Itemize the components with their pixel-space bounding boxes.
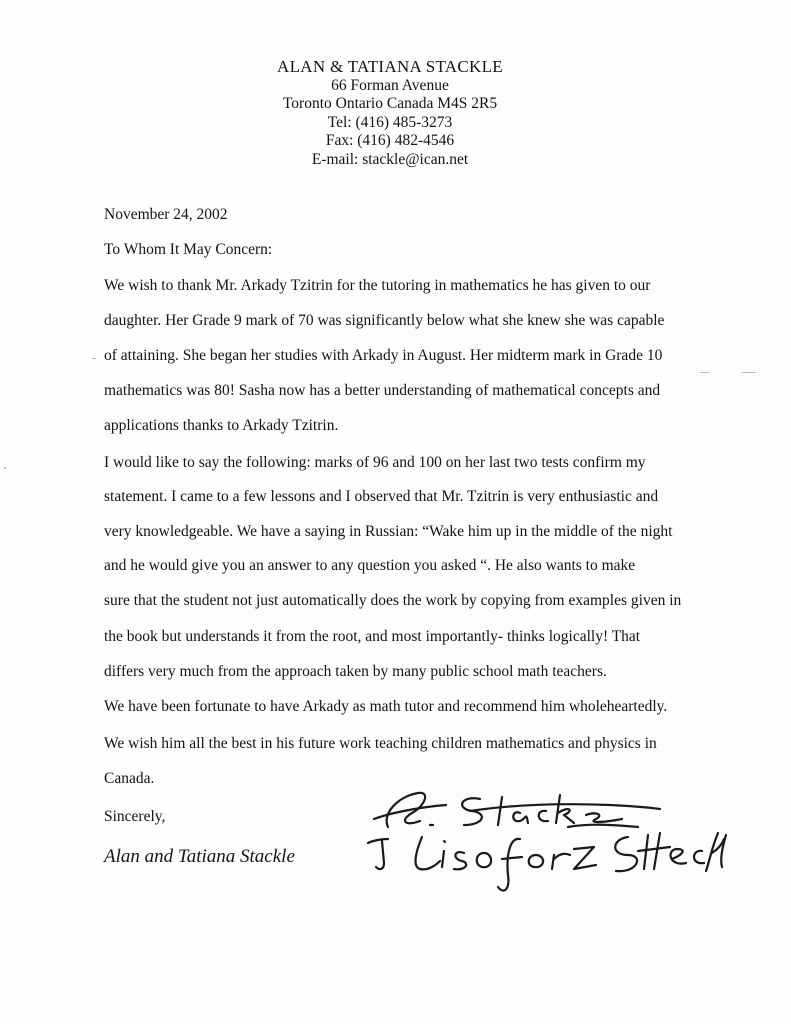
signature-stroke — [442, 841, 445, 867]
body-line: the book but understands it from the root, and most importantly- thinks logically! That — [104, 628, 641, 645]
signature-stroke — [498, 839, 522, 891]
signature-stroke — [721, 835, 726, 867]
body-line: statement. I came to a few lessons and I observed that Mr. Tzitrin is very enthusiastic and — [104, 488, 659, 505]
scan-speck — [4, 467, 6, 469]
body-line: sure that the student not just automatically does the work by copying from examples given in — [104, 592, 682, 609]
letter-date: November 24, 2002 — [104, 206, 228, 223]
signature-stroke — [368, 839, 388, 869]
scan-speck — [700, 372, 710, 373]
signature-stroke — [671, 849, 686, 864]
body-line: We wish him all the best in his future work teaching children mathematics and physics in — [104, 735, 657, 752]
signature-stroke — [477, 853, 491, 867]
signatory-name: Alan and Tatiana Stackle — [104, 846, 295, 867]
signature-stroke — [568, 825, 638, 827]
signature-stroke — [552, 854, 570, 869]
body-line: and he would give you an answer to any question you asked “. He also wants to make — [104, 557, 636, 574]
signature-stroke — [374, 805, 446, 819]
signature-stroke — [416, 837, 440, 869]
signature-stroke — [615, 837, 637, 871]
body-line: Canada. — [104, 770, 155, 787]
body-line: We have been fortunate to have Arkady as math tutor and recommend him wholeheartedly. — [104, 698, 668, 715]
scan-speck — [92, 358, 96, 359]
scan-speck — [742, 372, 756, 373]
signature-stroke — [574, 847, 596, 869]
letterhead — [190, 58, 590, 169]
body-line: mathematics was 80! Sasha now has a better understanding of mathematical concepts and — [104, 382, 661, 399]
salutation: To Whom It May Concern: — [104, 241, 273, 258]
body-line: of attaining. She began her studies with Arkady in August. Her midterm mark in Grade 10 — [104, 347, 663, 364]
letterhead-tel: Tel: (416) 485-3273 — [327, 113, 453, 131]
letterhead-fax: Fax: (416) 482-4546 — [325, 132, 455, 149]
handwritten-signature — [360, 775, 740, 900]
body-line: daughter. Her Grade 9 mark of 70 was significantly below what she knew she was capable — [104, 312, 665, 329]
letterhead-city: Toronto Ontario Canada M4S 2R5 — [282, 95, 498, 112]
signature-stroke — [454, 852, 466, 869]
body-line: I would like to say the following: marks of 96 and 100 on her last two tests confirm my — [104, 454, 646, 471]
body-line: applications thanks to Arkady Tzitrin. — [104, 417, 339, 434]
letterhead-street: 66 Forman Avenue — [331, 76, 449, 94]
body-line: We wish to thank Mr. Arkady Tzitrin for the tutoring in mathematics he has given to our — [104, 277, 651, 294]
signature-stroke — [638, 833, 670, 869]
body-line: very knowledgeable. We have a saying in Russian: “Wake him up in the middle of the night — [104, 523, 673, 540]
signature-stroke — [694, 851, 704, 863]
signature-stroke — [498, 795, 622, 825]
body-line: differs very much from the approach taken by many public school math teachers. — [104, 663, 607, 680]
letterhead-email: E-mail: stackle@ican.net — [311, 150, 469, 168]
signature-stroke — [529, 855, 543, 867]
letterhead-name: ALAN & TATIANA STACKLE — [277, 57, 503, 76]
closing: Sincerely, — [104, 808, 166, 825]
